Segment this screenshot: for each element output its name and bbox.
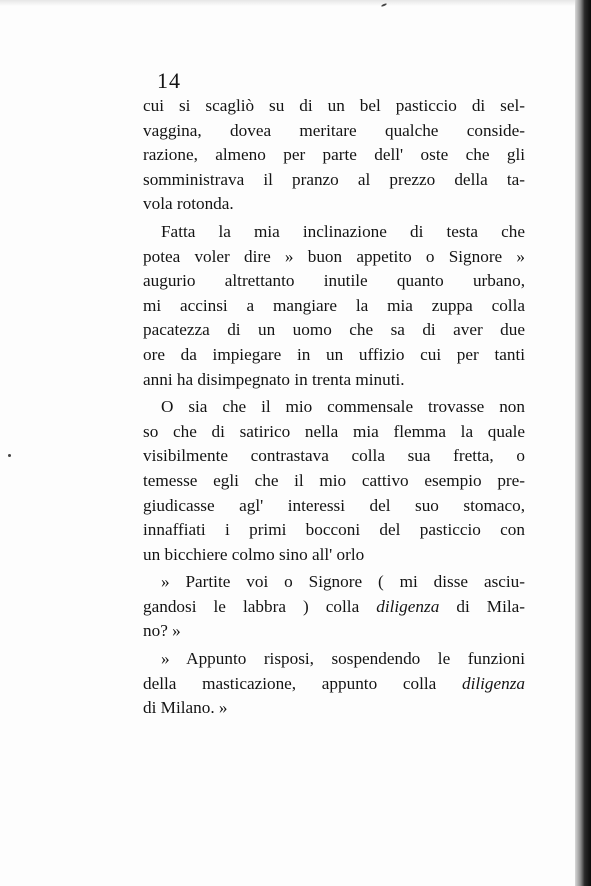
text-line: » Partite voi o Signore ( mi disse asciu- xyxy=(161,572,525,592)
page-number: 14 xyxy=(157,68,181,93)
text-line: mi accinsi a mangiare la mia zuppa colla xyxy=(143,295,525,315)
text-line: no? » xyxy=(143,621,181,641)
text-line: di Milano. » xyxy=(143,698,228,718)
text-line: temesse egli che il mio cattivo esempio pre- xyxy=(143,470,525,490)
text-line: giudicasse agl' interessi del suo stomaco, xyxy=(143,495,525,515)
text-line: anni ha disimpegnato in trenta minuti. xyxy=(143,369,405,389)
text-line: vaggina, dovea meritare qualche conside- xyxy=(143,120,525,140)
text-line: vola rotonda. xyxy=(143,194,234,214)
text-line: visibilmente contrastava colla sua fretta, o xyxy=(143,446,525,466)
text-line: innaffiati i primi bocconi del pasticcio con xyxy=(143,520,525,540)
text-line: Fatta la mia inclinazione di testa che xyxy=(161,221,525,241)
text-line: augurio altrettanto inutile quanto urbano, xyxy=(143,271,525,291)
text-line: » Appunto risposi, sospendendo le funzioni xyxy=(161,649,525,669)
text-line: un bicchiere colmo sino all' orlo xyxy=(143,544,365,564)
text-line: gandosi le labbra ) colla diligenza di Mila- xyxy=(143,596,525,616)
text-line: ore da impiegare in un uffizio cui per tanti xyxy=(143,344,525,364)
text-line: cui si scagliò su di un bel pasticcio di sel- xyxy=(143,96,525,115)
text-line: razione, almeno per parte dell' oste che gli xyxy=(143,145,525,165)
text-line: potea voler dire » buon appetito o Signore » xyxy=(143,246,525,266)
scan-right-edge xyxy=(575,0,591,886)
body-text xyxy=(143,94,525,721)
scan-speck xyxy=(8,454,11,457)
text-line: della masticazione, appunto colla diligenza xyxy=(143,673,525,693)
text-line: O sia che il mio commensale trovasse non xyxy=(161,397,525,417)
text-line: somministrava il pranzo al prezzo della ta- xyxy=(143,169,525,189)
text-line: pacatezza di un uomo che sa di aver due xyxy=(143,320,525,340)
text-line: so che di satirico nella mia flemma la quale xyxy=(143,421,525,441)
scan-top-edge xyxy=(0,0,591,6)
